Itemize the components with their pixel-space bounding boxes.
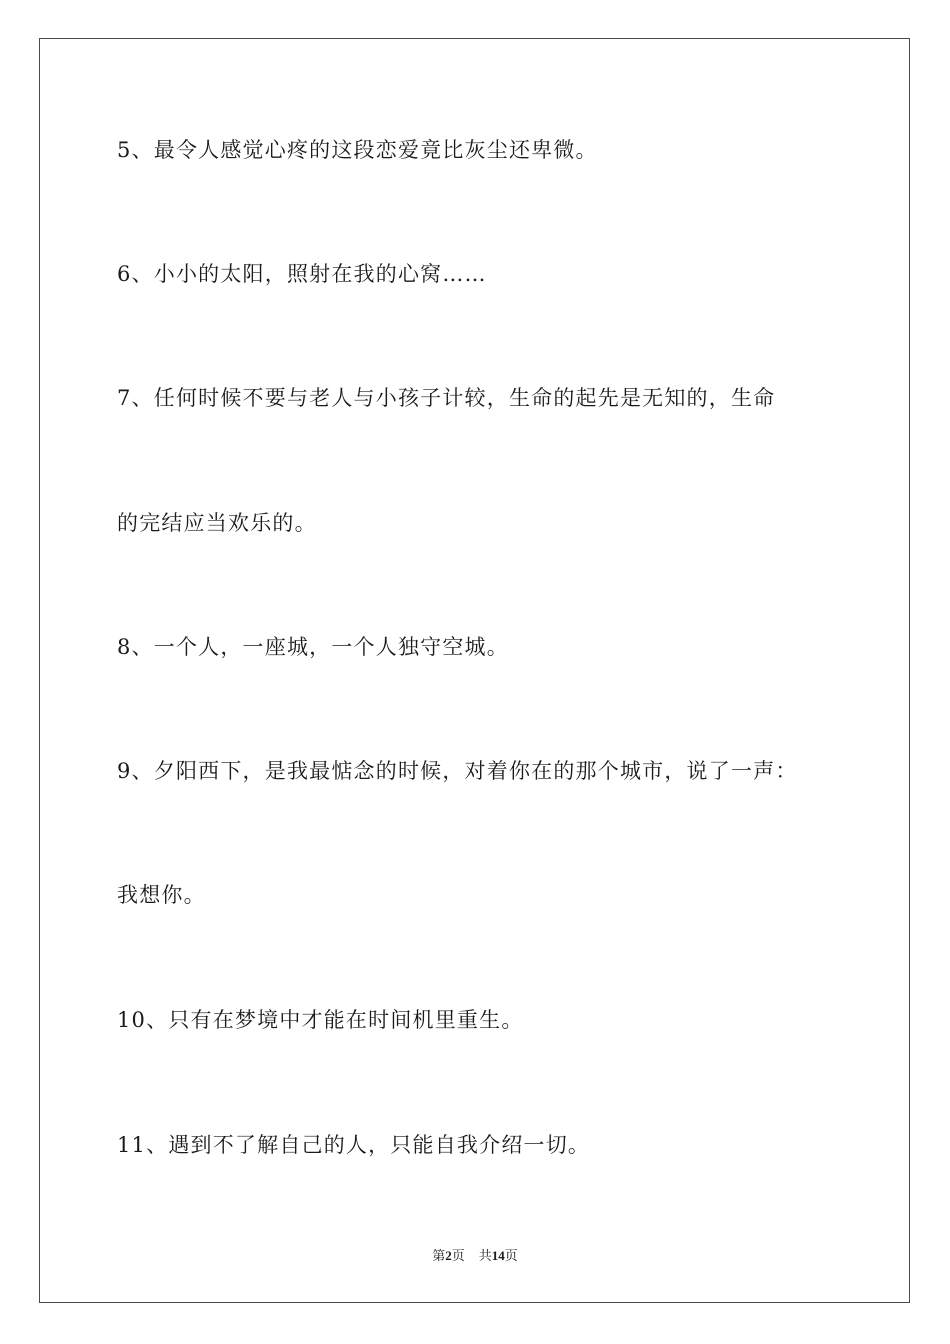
text-line: 7、任何时候不要与老人与小孩子计较，生命的起先是无知的，生命 [117,386,776,410]
text-line: 10、只有在梦境中才能在时间机里重生。 [117,1008,524,1032]
text-line: 的完结应当欢乐的。 [117,511,317,535]
text-line: 9、夕阳西下，是我最惦念的时候，对着你在的那个城市，说了一声： [117,759,798,783]
page-border [39,38,910,1303]
total-prefix: 共 [478,1248,492,1263]
text-line: 8、一个人，一座城，一个人独守空城。 [117,635,509,659]
total-suffix: 页 [504,1248,518,1263]
page-suffix: 页 [451,1248,465,1263]
total-pages: 14 [491,1248,505,1263]
page-number: 2 [445,1248,452,1263]
page-prefix: 第 [432,1248,446,1263]
text-line: 我想你。 [117,883,206,907]
page-footer [0,1248,950,1264]
text-line: 5、最令人感觉心疼的这段恋爱竟比灰尘还卑微。 [117,138,598,162]
text-line: 11、遇到不了解自己的人，只能自我介绍一切。 [117,1133,591,1157]
text-line: 6、小小的太阳，照射在我的心窝…… [117,262,487,286]
